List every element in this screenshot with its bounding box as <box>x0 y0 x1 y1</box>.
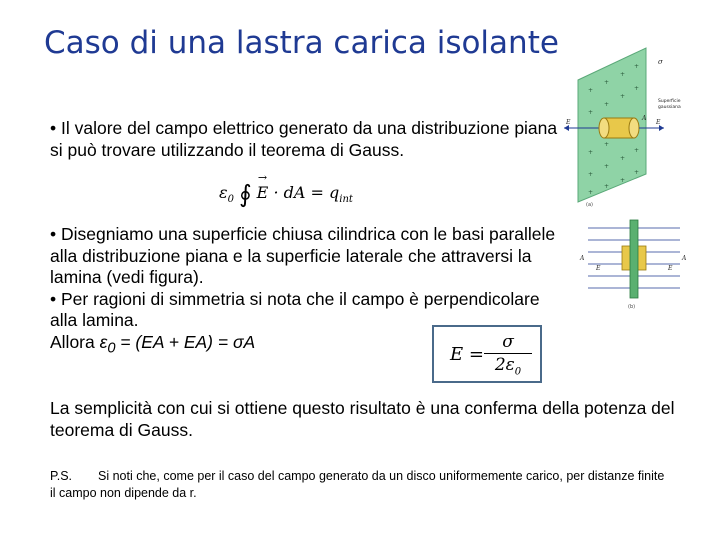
cylinder-end-left <box>599 118 609 138</box>
paragraph-cylinder: • Disegniamo una superficie chiusa cilindrica con le basi parallele alla distribuzione piana e la superficie laterale che attraversi la lamina (vedi figura). <box>50 224 556 287</box>
fig-b-caption: (b) <box>628 304 636 310</box>
figure-b-side-view <box>580 218 688 310</box>
slide-title: Caso di una lastra carica isolante <box>44 25 559 61</box>
formula-denominator-sub: 0 <box>514 366 522 378</box>
svg-text:+: + <box>588 87 594 94</box>
svg-text:+: + <box>588 109 594 116</box>
svg-text:+: + <box>588 189 594 196</box>
paragraph-symmetry: • Per ragioni di simmetria si nota che il campo è perpendicolare alla lamina. <box>50 288 540 330</box>
fig-b-A-left: A <box>580 255 585 262</box>
svg-text:+: + <box>620 155 626 162</box>
allora-eps-sub: 0 <box>107 340 116 356</box>
svg-text:+: + <box>588 149 594 156</box>
allora-expr: = (EA + EA) = <box>115 331 233 352</box>
figure-a-gaussian-cylinder <box>560 42 681 208</box>
gauss-epsilon-sub: 0 <box>227 194 234 206</box>
gauss-equals: = <box>310 183 324 202</box>
gauss-dA: dA <box>283 183 306 202</box>
gauss-charge-sub: int <box>339 194 353 206</box>
fig-b-E-left: E <box>596 265 601 272</box>
svg-text:+: + <box>620 177 626 184</box>
fig-b-A-right: A <box>682 255 687 262</box>
gauss-charge: q <box>329 183 340 202</box>
svg-text:+: + <box>620 71 626 78</box>
ps-text: Si noti che, come per il caso del campo generato da un disco uniformemente carico, per distanze finite il campo non dipende da r. <box>50 469 665 500</box>
result-formula-box <box>432 325 542 383</box>
plate-side <box>630 220 638 298</box>
formula-denominator <box>484 354 532 377</box>
svg-text:+: + <box>634 147 640 154</box>
allora-sigma: σ <box>232 331 244 352</box>
formula-fraction <box>484 332 532 377</box>
svg-text:+: + <box>634 63 640 70</box>
svg-text:+: + <box>604 163 610 170</box>
gauss-dot: · <box>273 183 279 202</box>
ps-label: P.S. <box>50 469 73 483</box>
svg-text:+: + <box>588 171 594 178</box>
svg-text:+: + <box>604 79 610 86</box>
fig-a-sigma-label: σ <box>658 58 663 66</box>
gauss-field-vector: → E <box>257 183 269 202</box>
allora-A: A <box>243 331 256 352</box>
fig-a-caption: (a) <box>586 202 593 208</box>
gauss-law-equation <box>219 180 353 208</box>
postscript-note <box>50 468 670 502</box>
fig-b-E-right: E <box>668 265 673 272</box>
conclusion-text: La semplicità con cui si ottiene questo risultato è una conferma della potenza del teorema di Gauss. <box>50 398 675 440</box>
svg-text:+: + <box>620 93 626 100</box>
formula-denominator-main: 2ε <box>494 355 515 375</box>
fig-a-A-label: A <box>642 115 647 122</box>
fig-a-surface-label-2: gaussiana <box>658 105 681 110</box>
svg-text:+: + <box>604 141 610 148</box>
allora-word: Allora <box>50 331 100 352</box>
svg-text:+: + <box>634 85 640 92</box>
svg-text:+: + <box>604 183 610 190</box>
fig-a-surface-label-1: Superficie <box>658 99 681 104</box>
gauss-integral-symbol: ∮ <box>239 180 252 208</box>
fig-a-E-right: E <box>656 119 661 126</box>
formula-numerator: σ <box>484 332 532 354</box>
svg-text:+: + <box>634 169 640 176</box>
formula-lhs: E = <box>450 344 484 365</box>
paragraph-gauss-intro: • Il valore del campo elettrico generato da una distribuzione piana si può trovare utilizzando il teorema di Gauss. <box>50 118 558 160</box>
gauss-epsilon: ε <box>219 183 228 202</box>
cylinder-end-right <box>629 118 639 138</box>
fig-a-E-left: E <box>566 119 571 126</box>
svg-text:+: + <box>604 101 610 108</box>
allora-eps: ε <box>99 331 108 352</box>
